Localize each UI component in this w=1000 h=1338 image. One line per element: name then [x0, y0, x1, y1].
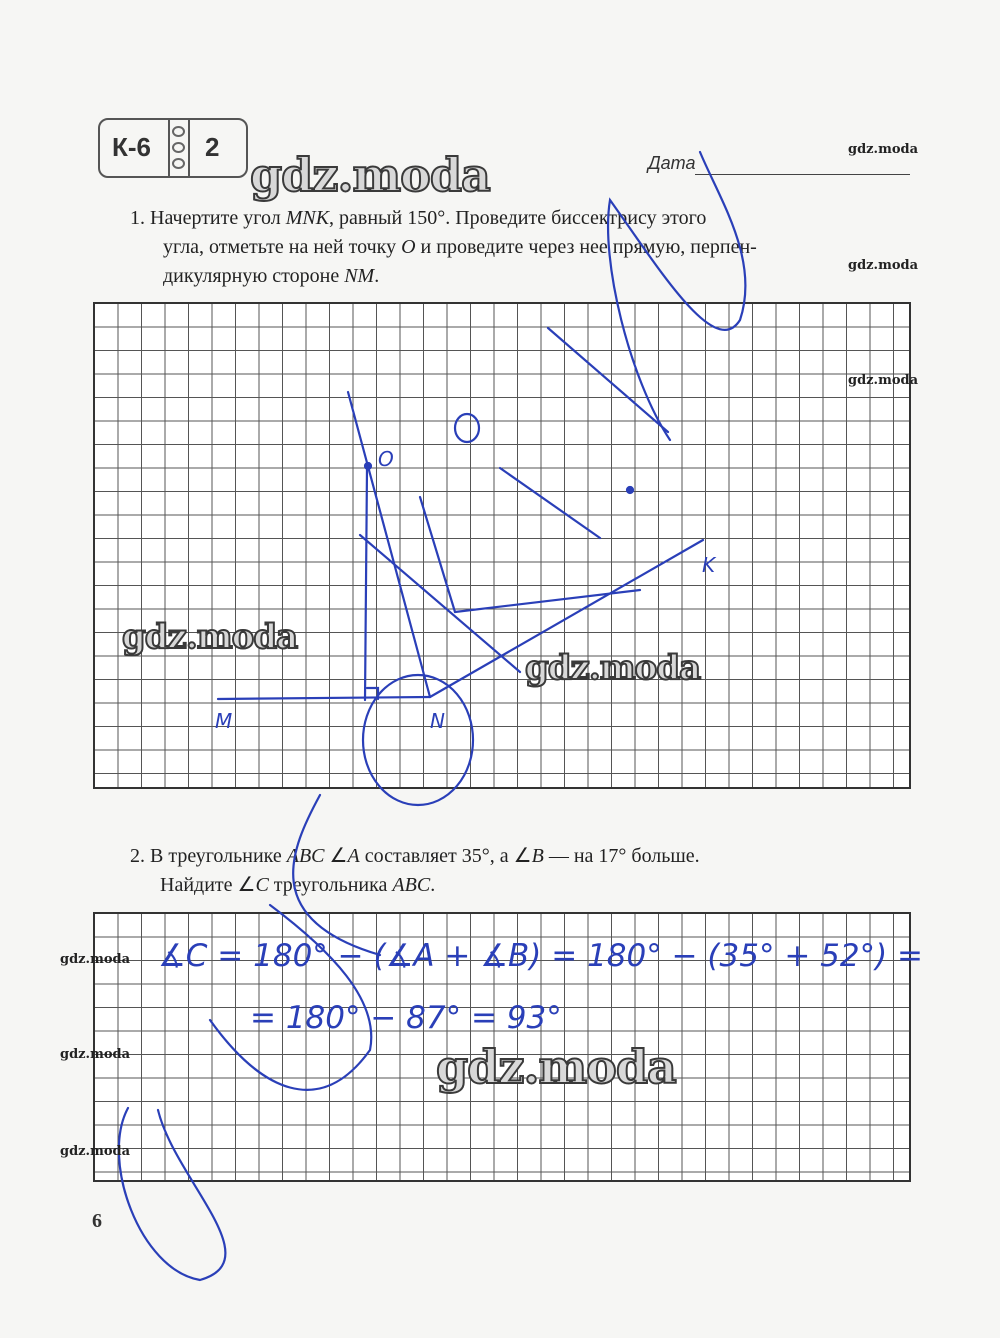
bisector-line: [348, 392, 430, 697]
task-2-line-1: 2. В треугольнике ABC ∠A составляет 35°, а ∠B — на 17° больше.: [130, 845, 700, 867]
stroke: [500, 468, 600, 538]
label-k: K: [702, 553, 716, 577]
watermark-large: gdz.moda: [525, 648, 701, 688]
stroke: [455, 414, 479, 442]
date-label: Дата: [648, 153, 696, 173]
solution-line-2: = 180° − 87° = 93°: [250, 1000, 562, 1036]
scribble: [293, 795, 380, 955]
work-code: К-6: [112, 132, 151, 162]
task-1-number: 1.: [130, 207, 145, 229]
watermark-small: gdz.moda: [848, 373, 919, 388]
watermark-large: gdz.moda: [122, 617, 298, 657]
point-o: [365, 463, 371, 469]
watermark-small: gdz.moda: [60, 1047, 131, 1062]
scribble: [210, 905, 371, 1090]
task-1-line-2: угла, отметьте на ней точку O и проведите через нее прямую, перпен-: [163, 236, 757, 258]
label-o: O: [378, 447, 394, 471]
stroke: [420, 497, 455, 612]
task-2-line-2: Найдите ∠C треугольника ABC.: [160, 874, 436, 896]
task-2-number: 2.: [130, 845, 145, 867]
ray-nm: [218, 697, 430, 699]
label-n: N: [430, 709, 445, 733]
label-m: M: [215, 709, 233, 733]
dot-mark: [627, 487, 633, 493]
stroke: [548, 328, 668, 432]
scribble: [119, 1108, 226, 1280]
page-number: 6: [92, 1210, 102, 1232]
task-1-line-1: 1. Начертите угол MNK, равный 150°. Проведите биссектрису этого: [130, 207, 707, 229]
circle-mark: [363, 675, 473, 805]
watermark-small: gdz.moda: [60, 952, 131, 967]
stroke: [455, 590, 640, 612]
watermark-small: gdz.moda: [60, 1144, 131, 1159]
watermark-small: gdz.moda: [848, 142, 919, 157]
watermark-small: gdz.moda: [848, 258, 919, 273]
solution-line-1: ∡C = 180° − (∡A + ∡B) = 180° − (35° + 52°) =: [158, 938, 924, 974]
watermark-large: gdz.moda: [250, 148, 490, 202]
watermark-large: gdz.moda: [436, 1040, 676, 1094]
variant-number: 2: [205, 132, 220, 162]
perpendicular-line: [365, 468, 367, 700]
stroke: [360, 535, 520, 672]
task-1-line-3: дикулярную стороне NM.: [163, 265, 380, 287]
